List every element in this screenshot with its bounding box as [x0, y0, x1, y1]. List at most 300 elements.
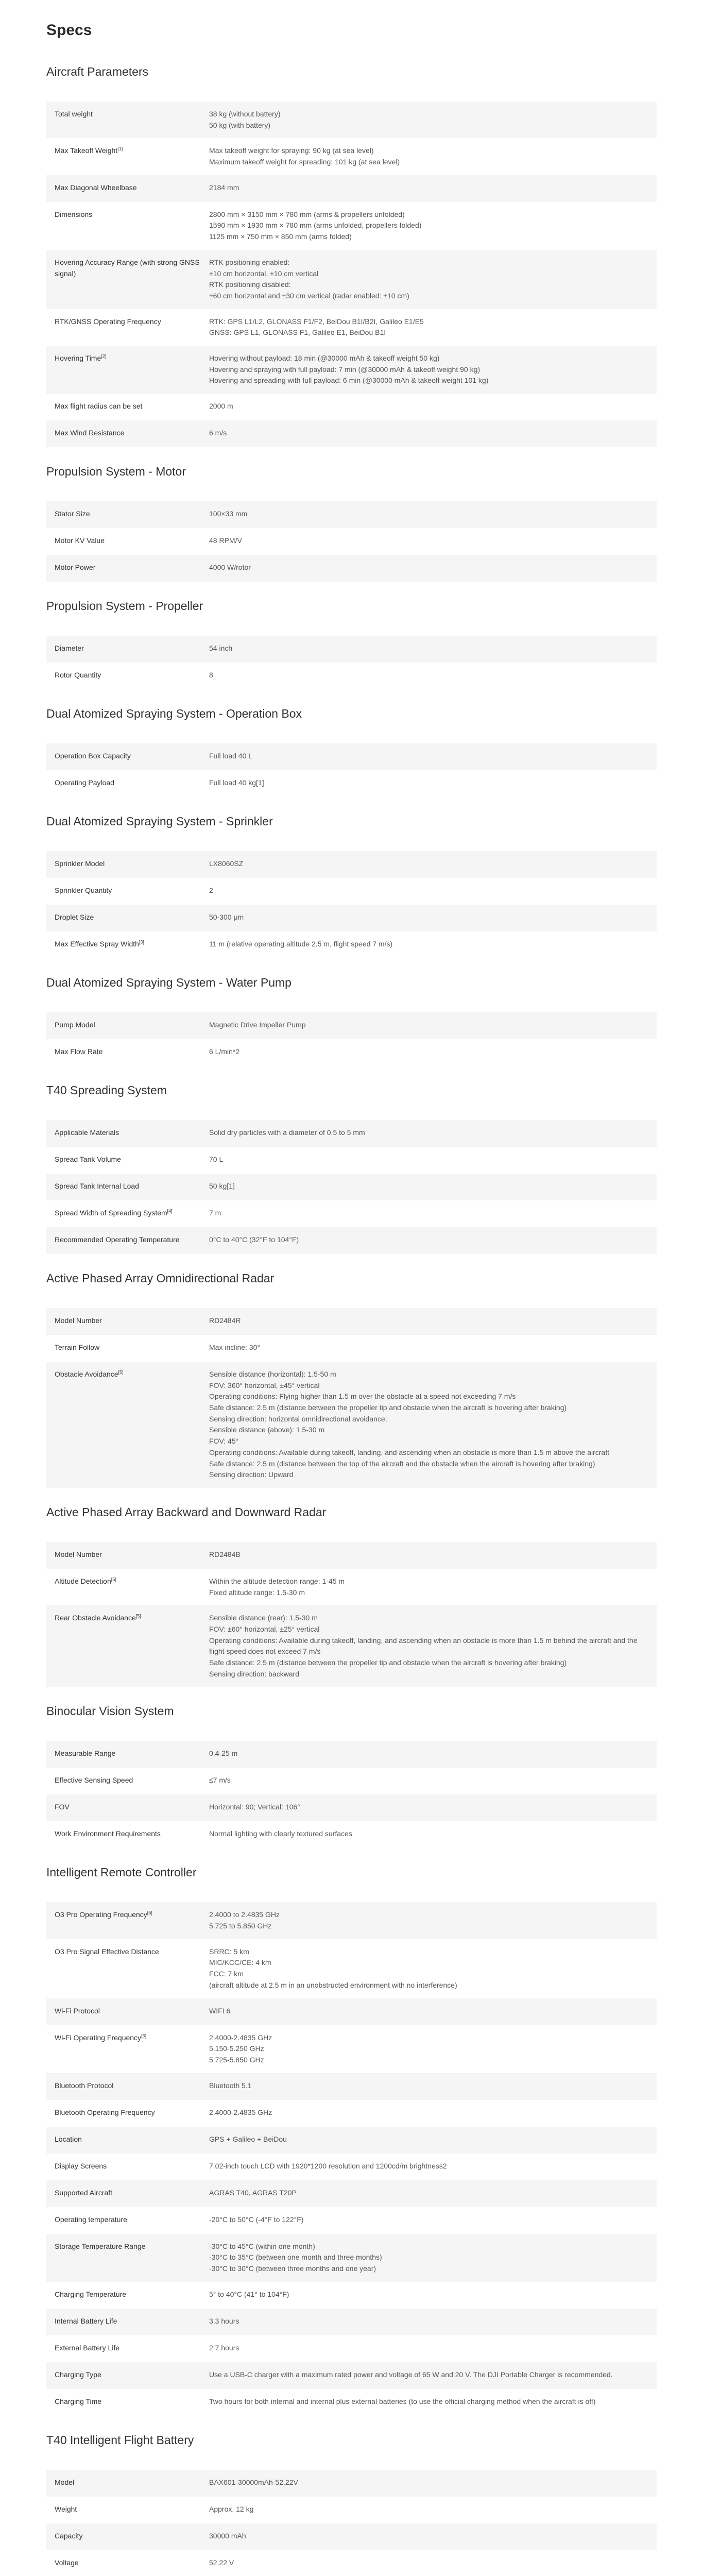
spec-value-line: Sensing direction: Upward [209, 1470, 294, 1479]
spec-value-line: 50 kg[1] [209, 1182, 235, 1190]
spec-section [46, 1704, 657, 1848]
section-heading: Binocular Vision System [46, 1704, 174, 1718]
spec-value [209, 2531, 648, 2542]
spec-label [55, 670, 209, 681]
spec-label [55, 1046, 209, 1058]
spec-label-text: FOV [55, 1803, 70, 1811]
spec-row [46, 2180, 657, 2207]
spec-section [46, 976, 657, 1066]
spec-value [209, 670, 648, 681]
spec-label [55, 1775, 209, 1786]
spec-label [55, 509, 209, 520]
spec-value-line: Operating conditions: Available during takeoff, landing, and ascending when an obstacle is more than 1.5 m behind the aircraft and the flight speed does not exceed 7 m/s [209, 1636, 638, 1656]
spec-row [46, 1939, 657, 1998]
spec-value-line: ±10 cm horizontal, ±10 cm vertical [209, 269, 319, 278]
spec-row [46, 101, 657, 138]
spec-label-text: Storage Temperature Range [55, 2242, 146, 2250]
footnote-marker: [4] [167, 1208, 173, 1214]
spec-value-line: 70 L [209, 1155, 224, 1163]
spec-row [46, 636, 657, 663]
spec-value [209, 1046, 648, 1058]
footnote-marker: [5] [118, 1369, 124, 1375]
spec-row [46, 743, 657, 770]
spec-value [209, 1802, 648, 1813]
spec-label-text: Effective Sensing Speed [55, 1776, 133, 1785]
spec-row [46, 1200, 657, 1227]
spec-value-line: Approx. 12 kg [209, 2504, 254, 2513]
spec-label-text: Spread Tank Internal Load [55, 1182, 139, 1190]
spec-label [55, 2396, 209, 2408]
spec-row [46, 1227, 657, 1254]
spec-value-line: Hovering and spraying with full payload: 7 min (@30000 mAh & takeoff weight 90 kg) [209, 365, 481, 374]
spec-value-line: ±60 cm horizontal and ±30 cm vertical (radar enabled: ±10 cm) [209, 291, 409, 300]
spec-label-text: Voltage [55, 2558, 79, 2567]
spec-value [209, 2214, 648, 2226]
spec-table [46, 501, 657, 582]
spec-value [209, 1154, 648, 1165]
spec-label-text: Measurable Range [55, 1749, 116, 1758]
spec-label-text: Max Effective Spray Width [55, 940, 139, 948]
spec-row [46, 2470, 657, 2497]
spec-label [55, 858, 209, 870]
spec-row [46, 2073, 657, 2100]
spec-label-text: Operation Box Capacity [55, 752, 131, 760]
spec-row [46, 2100, 657, 2127]
spec-table [46, 1012, 657, 1066]
spec-label [55, 2316, 209, 2327]
spec-table [46, 851, 657, 958]
spec-value-line: 8 [209, 671, 213, 679]
spec-value [209, 2369, 648, 2381]
section-heading: Propulsion System - Propeller [46, 599, 203, 613]
spec-value [209, 777, 648, 789]
spec-value-line: Safe distance: 2.5 m (distance between the propeller tip and obstacle when the aircraft is hovering after braking) [209, 1658, 567, 1667]
spec-label [55, 2289, 209, 2300]
spec-value [209, 1127, 648, 1139]
spec-label-text: Model Number [55, 1550, 102, 1558]
spec-value-line: 7 m [209, 1209, 221, 1217]
spec-label [55, 1127, 209, 1139]
spec-row [46, 851, 657, 878]
spec-value [209, 145, 648, 167]
spec-label [55, 1576, 209, 1587]
spec-label [55, 1208, 209, 1219]
section-heading: Dual Atomized Spraying System - Water Pump [46, 976, 292, 989]
footnote-marker: [6] [147, 1910, 152, 1916]
spec-row [46, 2282, 657, 2309]
spec-row [46, 1998, 657, 2025]
spec-value-line: FOV: ±60° horizontal, ±25° vertical [209, 1624, 320, 1633]
spec-label [55, 2531, 209, 2542]
spec-value [209, 858, 648, 870]
spec-label [55, 2241, 209, 2252]
specs-page [46, 0, 657, 2576]
spec-table [46, 1741, 657, 1848]
spec-section [46, 65, 657, 447]
spec-value-line: Bluetooth 5.1 [209, 2081, 252, 2090]
spec-label [55, 1154, 209, 1165]
spec-label-text: Applicable Materials [55, 1128, 119, 1137]
spec-value [209, 1234, 648, 1246]
spec-row [46, 138, 657, 175]
spec-value-line: Sensing direction: backward [209, 1669, 300, 1678]
spec-row [46, 1120, 657, 1147]
spec-table [46, 636, 657, 689]
section-heading: Dual Atomized Spraying System - Operation Box [46, 707, 302, 720]
spec-value-line: 52.22 V [209, 2558, 234, 2567]
spec-row [46, 175, 657, 202]
spec-row [46, 2309, 657, 2335]
spec-value-line: Max incline: 30° [209, 1343, 260, 1351]
spec-value [209, 1909, 648, 1931]
spec-label-text: Max Diagonal Wheelbase [55, 183, 137, 192]
spec-table [46, 743, 657, 797]
spec-value-line: 54 inch [209, 644, 233, 652]
spec-row [46, 2234, 657, 2282]
spec-row [46, 1605, 657, 1687]
section-heading: Intelligent Remote Controller [46, 1866, 197, 1879]
spec-label [55, 2006, 209, 2017]
spec-value-line: 2.4000-2.4835 GHz [209, 2108, 272, 2116]
spec-label-text: Sprinkler Quantity [55, 886, 112, 894]
spec-row [46, 420, 657, 447]
spec-value-line: Solid dry particles with a diameter of 0.5 to 5 mm [209, 1128, 365, 1137]
spec-section [46, 1505, 657, 1687]
spec-value [209, 428, 648, 439]
spec-value-line: 50 kg (with battery) [209, 121, 271, 129]
spec-label-text: O3 Pro Operating Frequency [55, 1910, 147, 1919]
spec-label [55, 1802, 209, 1813]
spec-value-line: MIC/KCC/CE: 4 km [209, 1958, 271, 1967]
spec-label [55, 2477, 209, 2488]
spec-label-text: Wi-Fi Protocol [55, 2006, 100, 2015]
spec-value-line: 50-300 μm [209, 913, 244, 921]
spec-value-line: Normal lighting with clearly textured surfaces [209, 1829, 352, 1838]
spec-row [46, 309, 657, 346]
footnote-marker: [5] [111, 1577, 116, 1582]
spec-value-line: -30°C to 45°C (within one month) [209, 2242, 315, 2250]
spec-value [209, 2289, 648, 2300]
spec-label [55, 2032, 209, 2044]
spec-label-text: Spread Tank Volume [55, 1155, 121, 1163]
spec-label-text: Motor Power [55, 563, 96, 571]
spec-value-line: Sensible distance (above): 1.5-30 m [209, 1426, 325, 1434]
spec-value-line: FCC: 7 km [209, 1970, 244, 1978]
footnote-marker: [6] [141, 2032, 147, 2038]
section-heading: Propulsion System - Motor [46, 465, 186, 478]
spec-label-text: RTK/GNSS Operating Frequency [55, 317, 161, 326]
spec-value [209, 1549, 648, 1561]
spec-label [55, 1549, 209, 1561]
spec-table [46, 1902, 657, 2415]
spec-value-line: 2 [209, 886, 213, 894]
footnote-marker: [5] [135, 1613, 141, 1619]
spec-value-line: RTK: GPS L1/L2, GLONASS F1/F2, BeiDou B1I/B2I, Galileo E1/E5 [209, 317, 424, 326]
spec-value-line: Sensing direction: horizontal omnidirectional avoidance; [209, 1414, 387, 1423]
spec-value [209, 1181, 648, 1192]
spec-row [46, 1902, 657, 1939]
spec-value [209, 182, 648, 194]
spec-value [209, 109, 648, 131]
spec-label-text: External Battery Life [55, 2343, 120, 2352]
spec-value [209, 1315, 648, 1327]
spec-value-line: 2800 mm × 3150 mm × 780 mm (arms & propellers unfolded) [209, 210, 405, 218]
spec-value-line: Use a USB-C charger with a maximum rated power and voltage of 65 W and 20 V. The DJI Portable Charger is recommended. [209, 2370, 613, 2379]
spec-value-line: -20°C to 50°C (-4°F to 122°F) [209, 2215, 304, 2224]
spec-value-line: 2.4000 to 2.4835 GHz [209, 1910, 280, 1919]
spec-value [209, 2316, 648, 2327]
spec-value [209, 1613, 648, 1680]
spec-value [209, 2006, 648, 2017]
spec-label-text: Stator Size [55, 510, 90, 518]
spec-label [55, 353, 209, 364]
spec-label [55, 643, 209, 654]
spec-value-line: 38 kg (without battery) [209, 110, 281, 118]
spec-row [46, 1335, 657, 1362]
spec-label-text: Capacity [55, 2531, 83, 2540]
spec-value [209, 751, 648, 762]
spec-value-line: 100×33 mm [209, 510, 248, 518]
spec-value-line: FOV: 45° [209, 1437, 239, 1446]
spec-value-line: Horizontal: 90; Vertical: 106° [209, 1803, 300, 1811]
spec-section [46, 2433, 657, 2576]
spec-value-line: 48 RPM/V [209, 536, 242, 545]
spec-label [55, 1315, 209, 1327]
spec-value [209, 2032, 648, 2066]
spec-label [55, 1613, 209, 1624]
spec-value-line: Full load 40 L [209, 752, 253, 760]
section-heading: Active Phased Array Backward and Downward Radar [46, 1505, 327, 1519]
spec-value-line: Safe distance: 2.5 m (distance between the propeller tip and obstacle when the aircraft is hovering after braking) [209, 1403, 567, 1412]
spec-value-line: GNSS: GPS L1, GLONASS F1, Galileo E1, BeiDou B1I [209, 328, 386, 337]
spec-label [55, 2107, 209, 2119]
spec-value-line: 6 m/s [209, 429, 227, 437]
spec-label [55, 2188, 209, 2199]
spec-row [46, 501, 657, 528]
spec-value-line: FOV: 360° horizontal, ±45° vertical [209, 1381, 320, 1389]
spec-label [55, 109, 209, 120]
spec-value [209, 1020, 648, 1031]
spec-row [46, 346, 657, 394]
spec-label [55, 2214, 209, 2226]
spec-label [55, 1234, 209, 1246]
spec-label-text: Rotor Quantity [55, 671, 101, 679]
spec-label-text: Droplet Size [55, 913, 94, 921]
spec-row [46, 1768, 657, 1794]
spec-label [55, 209, 209, 221]
spec-value-line: Full load 40 kg[1] [209, 778, 264, 787]
spec-value-line: Fixed altitude range: 1.5-30 m [209, 1588, 305, 1597]
spec-value-line: 2000 m [209, 402, 233, 410]
spec-value [209, 2188, 648, 2199]
footnote-marker: [2] [101, 353, 107, 359]
spec-value [209, 1748, 648, 1759]
spec-label [55, 751, 209, 762]
spec-row [46, 2154, 657, 2180]
spec-label-text: Obstacle Avoidance [55, 1370, 118, 1378]
spec-label-text: Supported Aircraft [55, 2188, 113, 2197]
spec-label [55, 1020, 209, 1031]
spec-value-line: -30°C to 35°C (between one month and three months) [209, 2253, 382, 2262]
spec-value-line: Hovering without payload: 18 min (@30000 mAh & takeoff weight 50 kg) [209, 353, 440, 362]
spec-label [55, 428, 209, 439]
spec-label-text: Spread Width of Spreading System [55, 1209, 167, 1217]
spec-label [55, 182, 209, 194]
spec-value-line: Sensible distance (rear): 1.5-30 m [209, 1614, 318, 1622]
spec-value-line: Magnetic Drive Impeller Pump [209, 1021, 306, 1029]
spec-value-line: 0°C to 40°C (32°F to 104°F) [209, 1235, 299, 1244]
spec-row [46, 2523, 657, 2550]
spec-section [46, 599, 657, 689]
spec-label [55, 535, 209, 547]
spec-value-line: 5.150-5.250 GHz [209, 2044, 264, 2053]
spec-label-text: Diameter [55, 644, 84, 652]
spec-section [46, 1083, 657, 1254]
spec-label-text: Charging Type [55, 2370, 101, 2379]
spec-label-text: Hovering Time [55, 353, 101, 362]
spec-label [55, 2369, 209, 2381]
spec-row [46, 2497, 657, 2523]
spec-label-text: Recommended Operating Temperature [55, 1235, 180, 1244]
spec-label-text: Sprinkler Model [55, 859, 105, 868]
spec-label-text: Charging Time [55, 2397, 102, 2405]
spec-value [209, 562, 648, 573]
spec-value [209, 2080, 648, 2092]
spec-label [55, 885, 209, 896]
spec-label-text: Terrain Follow [55, 1343, 100, 1351]
spec-value [209, 209, 648, 243]
spec-label-text: Max Flow Rate [55, 1047, 103, 1056]
spec-label-text: Rear Obstacle Avoidance [55, 1614, 136, 1622]
spec-label-text: Wi-Fi Operating Frequency [55, 2033, 142, 2042]
spec-table [46, 1120, 657, 1254]
spec-label [55, 1828, 209, 1840]
spec-section [46, 815, 657, 958]
spec-value-line: 0.4-25 m [209, 1749, 238, 1758]
spec-value [209, 2161, 648, 2172]
spec-value-line: Two hours for both internal and internal plus external batteries (to use the official charging method when the aircraft is off) [209, 2397, 596, 2405]
spec-value-line: Sensible distance (horizontal): 1.5-50 m [209, 1370, 336, 1378]
spec-table [46, 1308, 657, 1488]
page-title: Specs [46, 22, 92, 39]
section-heading: Active Phased Array Omnidirectional Radar [46, 1272, 275, 1285]
spec-value [209, 912, 648, 923]
spec-value-line: Hovering and spreading with full payload: 6 min (@30000 mAh & takeoff weight 101 kg) [209, 376, 489, 385]
spec-label [55, 1181, 209, 1192]
spec-label-text: Bluetooth Operating Frequency [55, 2108, 155, 2116]
spec-label [55, 939, 209, 950]
section-heading: T40 Spreading System [46, 1083, 167, 1097]
spec-value [209, 885, 648, 896]
spec-label-text: Internal Battery Life [55, 2316, 117, 2325]
spec-value [209, 1576, 648, 1598]
spec-value-line: 2184 mm [209, 183, 239, 192]
spec-row [46, 1794, 657, 1821]
spec-value [209, 2343, 648, 2354]
spec-value [209, 2107, 648, 2119]
spec-row [46, 394, 657, 420]
spec-value-line: -30°C to 30°C (between three months and one year) [209, 2264, 376, 2273]
spec-row [46, 1542, 657, 1569]
spec-value [209, 643, 648, 654]
spec-sections [46, 65, 657, 2576]
section-heading: T40 Intelligent Flight Battery [46, 2433, 194, 2447]
spec-value-line: LX8060SZ [209, 859, 244, 868]
spec-row [46, 2389, 657, 2416]
spec-value-line: 2.7 hours [209, 2343, 239, 2352]
spec-label-text: Motor KV Value [55, 536, 105, 545]
spec-label [55, 2080, 209, 2092]
spec-value-line: ≤7 m/s [209, 1776, 231, 1785]
footnote-marker: [1] [117, 146, 123, 151]
spec-row [46, 770, 657, 797]
spec-label-text: Operating temperature [55, 2215, 127, 2224]
spec-value-line: 30000 mAh [209, 2531, 246, 2540]
spec-row [46, 2025, 657, 2073]
spec-value-line: Max takeoff weight for spraying: 90 kg (at sea level) [209, 146, 374, 155]
spec-value-line: WIFI 6 [209, 2006, 231, 2015]
spec-label [55, 401, 209, 412]
spec-value-line: 11 m (relative operating altitude 2.5 m, flight speed 7 m/s) [209, 940, 393, 948]
spec-row [46, 2207, 657, 2234]
spec-label [55, 912, 209, 923]
spec-value-line: 7.02-inch touch LCD with 1920*1200 resolution and 1200cd/m brightness2 [209, 2161, 447, 2170]
spec-row [46, 555, 657, 582]
spec-table [46, 1542, 657, 1687]
spec-row [46, 1741, 657, 1768]
spec-row [46, 1174, 657, 1200]
spec-label-text: Model Number [55, 1316, 102, 1325]
spec-row [46, 2550, 657, 2576]
spec-value-line: RD2484B [209, 1550, 241, 1558]
spec-row [46, 1362, 657, 1488]
spec-row [46, 1308, 657, 1335]
spec-value [209, 1946, 648, 1991]
section-heading: Dual Atomized Spraying System - Sprinkler [46, 815, 273, 828]
spec-value-line: Maximum takeoff weight for spreading: 101 kg (at sea level) [209, 158, 400, 166]
spec-value [209, 2557, 648, 2569]
spec-row [46, 905, 657, 931]
spec-label-text: Charging Temperature [55, 2290, 127, 2298]
spec-label-text: Altitude Detection [55, 1577, 111, 1585]
spec-label-text: Location [55, 2134, 82, 2143]
spec-label-text: Max Wind Resistance [55, 429, 125, 437]
spec-label [55, 2557, 209, 2569]
spec-label-text: Work Environment Requirements [55, 1829, 161, 1838]
spec-value-line: Within the altitude detection range: 1-45 m [209, 1577, 345, 1585]
spec-table [46, 101, 657, 447]
spec-row [46, 1147, 657, 1174]
spec-row [46, 663, 657, 689]
spec-label-text: Bluetooth Protocol [55, 2081, 114, 2090]
spec-value [209, 2241, 648, 2275]
spec-row [46, 878, 657, 905]
spec-value [209, 2396, 648, 2408]
spec-label-text: Display Screens [55, 2161, 107, 2170]
spec-value-line: 2.4000-2.4835 GHz [209, 2033, 272, 2042]
spec-value-line: Operating conditions: Available during takeoff, landing, and ascending when an obstacle is more than 1.5 m above the aircraft [209, 1448, 609, 1456]
spec-label-text: Operating Payload [55, 778, 114, 787]
spec-label [55, 1946, 209, 1958]
spec-value-line: (aircraft altitude at 2.5 m in an unobstructed environment with no interference) [209, 1980, 457, 1989]
spec-row [46, 2127, 657, 2154]
spec-section [46, 1866, 657, 2415]
spec-label-text: Max flight radius can be set [55, 402, 143, 410]
spec-value-line: RTK positioning disabled: [209, 280, 291, 289]
spec-value-line: 6 L/min*2 [209, 1047, 240, 1056]
spec-row [46, 202, 657, 250]
spec-value [209, 1775, 648, 1786]
